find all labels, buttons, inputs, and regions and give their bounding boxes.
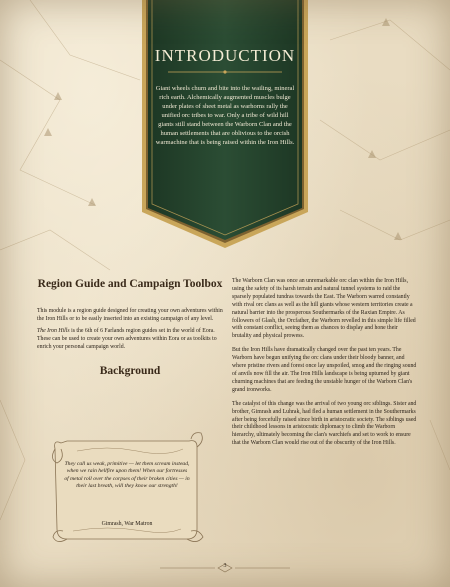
quote-scroll bbox=[47, 429, 207, 546]
quote-text: They call us weak, primitive — let them scream instead, when we rain hellfire upon them! When our fortresses of metal roll over the corpses of their broken cities — in their last breath, will they know our strength! bbox=[64, 461, 190, 490]
background-heading: Background bbox=[99, 365, 161, 377]
region-guide-heading: Region Guide and Campaign Toolbox bbox=[37, 278, 223, 290]
left-column bbox=[37, 277, 223, 377]
page-number: 3 bbox=[223, 563, 227, 569]
right-column bbox=[232, 278, 418, 454]
catalyst-paragraph: The catalyst of this change was the arrival of two young orc siblings. Sister and brother, Gimrash and Luhrak, had fled a human settlement in the Southermarks after being forcefully raised since birth in aristocratic society. The siblings used their childhood lessons in aristocratic diplomacy to climb the Warborn hierarchy, ultimately becoming the clan's warchiefs and set to work to ensure that the Warborn Clan would rise out of the obscurity of the Iron Hills. bbox=[232, 400, 417, 447]
iron-hills-title: The Iron Hills bbox=[37, 328, 70, 334]
region-guide-series-text bbox=[37, 327, 223, 351]
warborn-history-paragraph: The Warborn Clan was once an unremarkable orc clan within the Iron Hills, using the safety of its harsh terrain and natural tunnel systems to raid the sparsely populated tundras towards the East. The Warborn warred constantly with rival orc clans as well as the hill giants whose western territories create a natural barrier into the prosperous Southermarks of the Raxian Empire. As followers of Glash, the Orcfather, the Warborn revelled in this simple life filled with constant conflict, seeing them as chances to display and hone their brutality and physical prowess. bbox=[232, 278, 416, 340]
quote-attribution: Gimrash, War Matron bbox=[101, 521, 153, 527]
banner-intro-text: Giant wheels churn and bite into the wailing, mineral rich earth. Alchemically augmented muscles bulge under plates of sheet metal as warhorns rally the unified orc tribes to war. Only a tribe of wild hill giants still stand between the Warborn Clan and the human settlements that are oblivious to the orcish warmachine that is being raised within the Iron Hills. bbox=[155, 85, 295, 146]
module-description: This module is a region guide designed for creating your own adventures within the Iron Hills or to be easily inserted into an existing campaign of any level. bbox=[37, 308, 223, 322]
banner-title: INTRODUCTION bbox=[154, 46, 296, 65]
iron-hills-change-paragraph: But the Iron Hills have dramatically changed over the past ten years. The Warborn have begun unifying the orc clans under their bloody banner, and where pristine rivers and forest once lay unspoiled, smog and the ringing sound of anvils now fill the air. The Iron Hills landscape is being upturned by giant churning machines that are feeding the unstable hunger of the Warborn Clan's grand ironworks. bbox=[232, 347, 417, 393]
introduction-banner bbox=[140, 0, 310, 250]
series-description: is the 6th of 6 Farlands region guides set in the world of Eora. These can be used to create your own adventures within Eora or as toolkits to enrich your personal campaign world. bbox=[37, 328, 217, 350]
